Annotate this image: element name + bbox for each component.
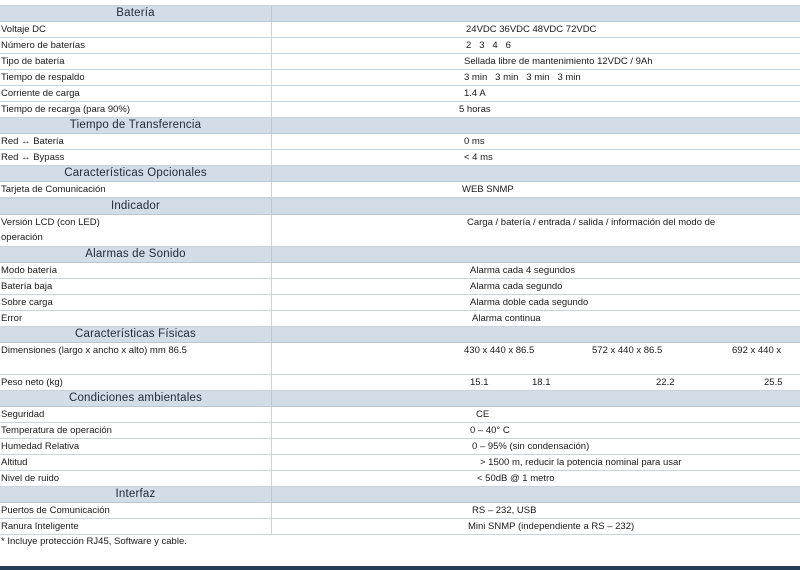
spec-label: Tiempo de recarga (para 90%) — [0, 102, 272, 117]
spec-row-numero — [0, 38, 800, 54]
spec-value: CE — [476, 409, 490, 420]
section-header-alarmas — [0, 247, 800, 263]
spec-value: > 1500 m, reducir la potencia nominal para usar — [480, 457, 682, 468]
spec-row-ruido — [0, 471, 800, 487]
spec-label: Modo batería — [0, 263, 272, 278]
spec-row-recarga — [0, 102, 800, 118]
spec-value: Alarma continua — [472, 313, 541, 324]
section-header-bateria — [0, 6, 800, 22]
spec-label: Número de baterías — [0, 38, 272, 53]
section-title: Indicador — [0, 199, 272, 214]
spec-value: Alarma cada segundo — [470, 281, 563, 292]
spec-row-lcd — [0, 215, 800, 247]
spec-label: Tipo de batería — [0, 54, 272, 69]
spec-row-seguridad — [0, 407, 800, 423]
spec-value: Alarma doble cada segundo — [470, 297, 589, 308]
spec-label: Sobre carga — [0, 295, 272, 310]
spec-value: 24VDC 36VDC 48VDC 72VDC — [466, 24, 597, 35]
spec-value: Alarma cada 4 segundos — [470, 265, 576, 276]
spec-value: < 50dB @ 1 metro — [477, 473, 555, 484]
spec-value: 5 horas — [459, 104, 491, 115]
spec-value: 0 – 95% (sin condensación) — [472, 441, 590, 452]
dim-value-3: 692 x 440 x — [732, 345, 782, 356]
dim-value-2: 572 x 440 x 86.5 — [592, 345, 663, 356]
spec-row-humedad — [0, 439, 800, 455]
spec-row-altitud — [0, 455, 800, 471]
spec-label: Peso neto (kg) — [0, 375, 272, 390]
spec-row-modo — [0, 263, 800, 279]
section-title: Tiempo de Transferencia — [0, 118, 272, 133]
spec-value: 0 – 40° C — [470, 425, 510, 436]
peso-value-4: 25.5 — [764, 377, 783, 388]
spec-row-baja — [0, 279, 800, 295]
section-title: Interfaz — [0, 487, 272, 502]
spec-row-tarjeta — [0, 182, 800, 198]
spec-label: Tiempo de respaldo — [0, 70, 272, 85]
spec-value: 0 ms — [464, 136, 485, 147]
spec-label: Altitud — [0, 455, 272, 470]
section-header-opcionales — [0, 166, 800, 182]
spec-label: Red ↔ Batería — [0, 134, 272, 149]
dim-value-1: 430 x 440 x 86.5 — [464, 345, 535, 356]
section-header-ambientales — [0, 391, 800, 407]
section-header-indicador — [0, 199, 800, 215]
section-title: Alarmas de Sonido — [0, 247, 272, 262]
spec-value: 3 min 3 min 3 min 3 min — [464, 72, 581, 83]
spec-row-sobre — [0, 295, 800, 311]
spec-value: 1.4 A — [464, 88, 486, 99]
spec-row-error — [0, 311, 800, 327]
spec-label: Dimensiones (largo x ancho x alto) mm 86.5 — [1, 345, 187, 356]
peso-value-1: 15.1 — [470, 377, 489, 388]
spec-row-tipo — [0, 54, 800, 70]
section-title: Batería — [0, 6, 272, 21]
spec-label: Puertos de Comunicación — [0, 503, 272, 518]
spec-label: Versión LCD (con LED) operación — [1, 217, 100, 243]
section-title: Condiciones ambientales — [0, 391, 272, 406]
spec-row-red-bypass — [0, 150, 800, 166]
spec-value: WEB SNMP — [462, 184, 514, 195]
spec-value: Mini SNMP (independiente a RS – 232) — [468, 521, 635, 532]
spec-row-respaldo — [0, 70, 800, 86]
spec-row-puertos — [0, 503, 800, 519]
spec-label: Tarjeta de Comunicación — [0, 182, 272, 197]
top-fragment-text — [450, 0, 514, 1]
spec-value: RS – 232, USB — [472, 505, 537, 516]
spec-row-ranura — [0, 519, 800, 535]
spec-row-voltaje — [0, 22, 800, 38]
bottom-bar — [0, 566, 800, 570]
spec-label: Humedad Relativa — [0, 439, 272, 454]
spec-value: Carga / batería / entrada / salida / información del modo de — [467, 217, 716, 228]
spec-row-red-bateria — [0, 134, 800, 150]
spec-label: Nivel de ruido — [0, 471, 272, 486]
spec-label: Corriente de carga — [0, 86, 272, 101]
spec-label: Voltaje DC — [0, 22, 272, 37]
spec-value: < 4 ms — [464, 152, 493, 163]
spec-row-peso — [0, 375, 800, 391]
footnote: * Incluye protección RJ45, Software y cable. — [1, 536, 187, 547]
section-header-transferencia — [0, 118, 800, 134]
spec-row-corriente — [0, 86, 800, 102]
spec-label: Red ↔ Bypass — [0, 150, 272, 165]
spec-label: Error — [0, 311, 272, 326]
spec-value: 2 3 4 6 — [466, 40, 511, 51]
top-fragment-row — [0, 0, 800, 6]
spec-row-dimensiones — [0, 343, 800, 375]
spec-row-temperatura — [0, 423, 800, 439]
spec-label: Ranura Inteligente — [0, 519, 272, 534]
peso-value-3: 22.2 — [656, 377, 675, 388]
spec-value: Sellada libre de mantenimiento 12VDC / 9Ah — [464, 56, 653, 67]
section-title: Características Físicas — [0, 327, 272, 342]
peso-value-2: 18.1 — [532, 377, 551, 388]
spec-label: Seguridad — [0, 407, 272, 422]
section-header-fisicas — [0, 327, 800, 343]
spec-label: Temperatura de operación — [0, 423, 272, 438]
section-title: Características Opcionales — [0, 166, 272, 181]
section-header-interfaz — [0, 487, 800, 503]
spec-label: Batería baja — [0, 279, 272, 294]
